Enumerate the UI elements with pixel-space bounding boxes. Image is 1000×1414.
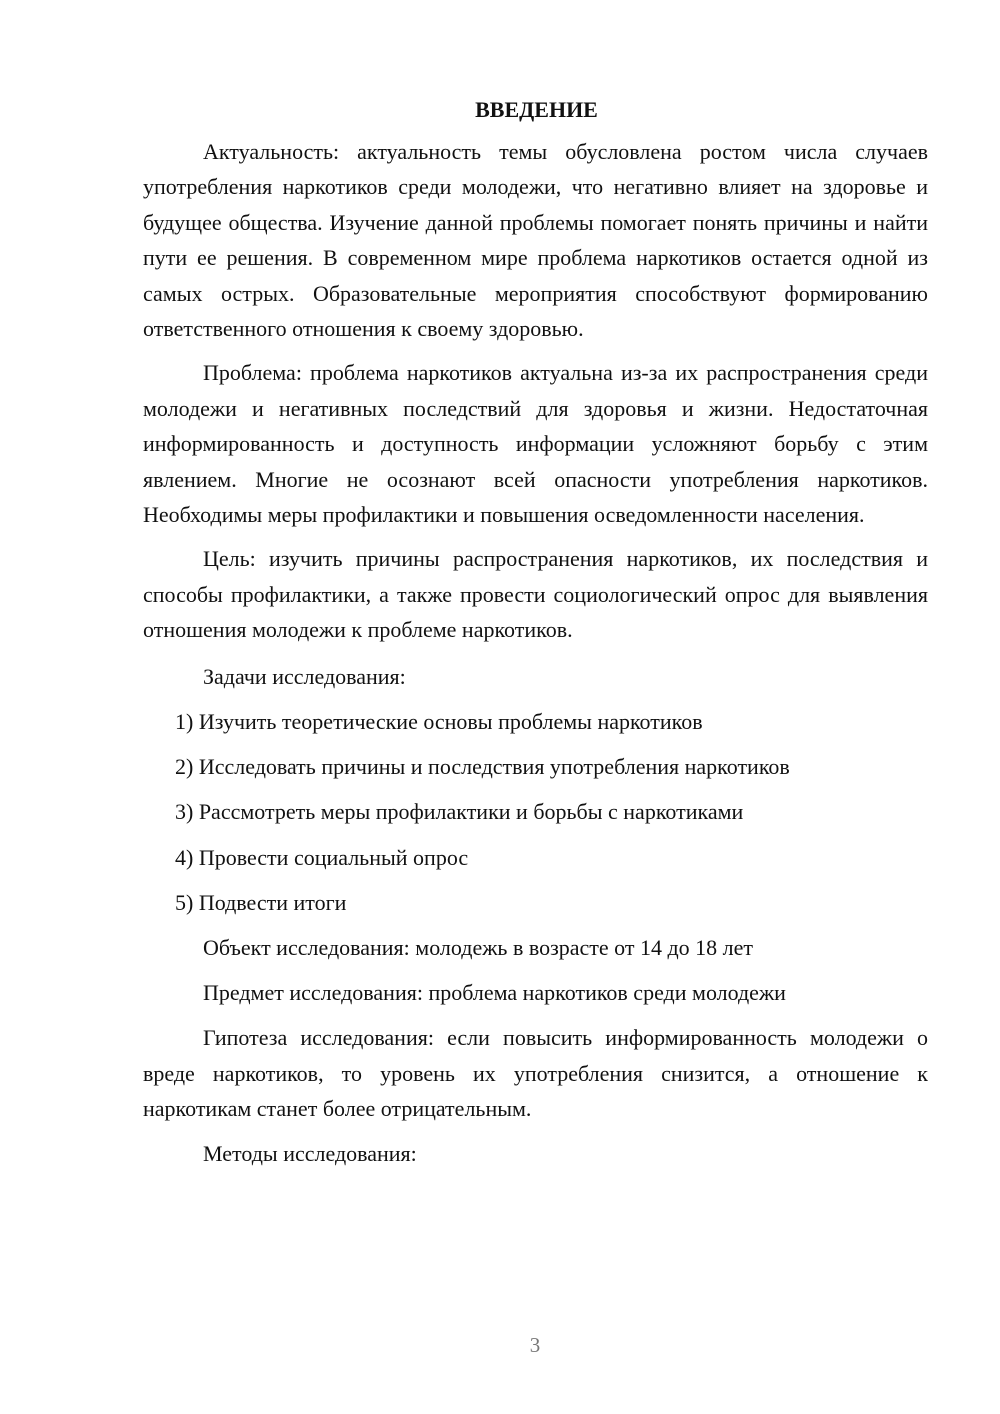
task-item-4: 4) Провести социальный опрос — [175, 844, 469, 870]
methods-heading: Методы исследования: — [203, 1141, 417, 1167]
paragraph-hypothesis: Гипотеза исследования: если повысить информированность молодежи о вреде наркотиков, то уровень их употребления снизится, а отношение к наркотикам станет более отрицательным. — [143, 1025, 928, 1122]
page-number: 3 — [529, 1333, 541, 1357]
task-item-3: 3) Рассмотреть меры профилактики и борьбы с наркотиками — [175, 799, 744, 825]
paragraph-problem: Проблема: проблема наркотиков актуальна из-за их распространения среди молодежи и негативных последствий для здоровья и жизни. Недостаточная информированность и доступность информации усложняют борьбу с этим явлением. Многие не осознают всей опасности употребления наркотиков. Необходимы меры профилактики и повышения осведомленности населения. — [143, 360, 928, 528]
task-list — [143, 704, 928, 920]
research-object: Объект исследования: молодежь в возрасте от 14 до 18 лет — [203, 934, 754, 960]
tasks-heading: Задачи исследования: — [203, 663, 406, 689]
page-title: ВВЕДЕНИЕ — [475, 97, 598, 122]
paragraph-goal: Цель: изучить причины распространения наркотиков, их последствия и способы профилактики, а также провести социологический опрос для выявления отношения молодежи к проблеме наркотиков. — [143, 546, 928, 643]
task-item-1: 1) Изучить теоретические основы проблемы наркотиков — [175, 708, 703, 734]
paragraph-relevance: Актуальность: актуальность темы обусловлена ростом числа случаев употребления наркотиков среди молодежи, что негативно влияет на здоровье и будущее общества. Изучение данной проблемы помогает понять причины и найти пути ее решения. В современном мире проблема наркотиков остается одной из самых острых. Образовательные мероприятия способствуют формированию ответственного отношения к своему здоровью. — [143, 139, 928, 342]
page-content — [143, 94, 928, 1172]
research-subject: Предмет исследования: проблема наркотиков среди молодежи — [203, 980, 786, 1006]
task-item-2: 2) Исследовать причины и последствия употребления наркотиков — [175, 754, 790, 780]
task-item-5: 5) Подвести итоги — [175, 889, 347, 915]
